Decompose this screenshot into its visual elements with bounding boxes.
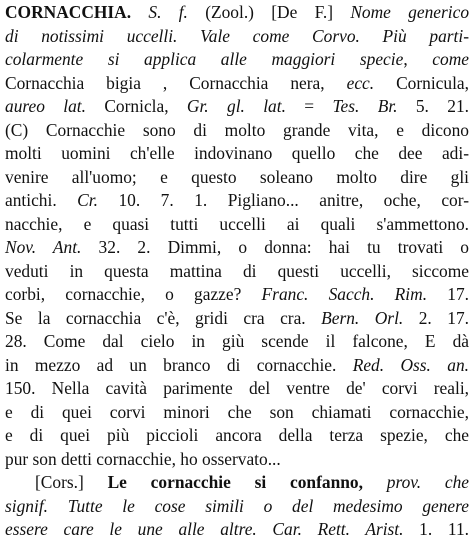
text-run: (C) Cornacchie sono di molto grande vita, e dicono <box>5 119 469 140</box>
italic-text: ecc. <box>346 72 375 93</box>
text-line <box>5 213 469 237</box>
text-run: Cornacchia bigia , Cornacchia nera, <box>5 72 347 93</box>
text-run: venire all'uomo; e questo soleano molto dire gli <box>5 166 469 187</box>
text-line <box>5 495 469 519</box>
text-line <box>5 119 469 143</box>
italic-text: Gr. gl. lat. <box>186 96 286 116</box>
italic-text: Red. Oss. an. <box>352 354 470 375</box>
text-run: 17. <box>427 284 469 304</box>
text-line <box>5 283 469 307</box>
text-run: nacchie, e quasi tutti uccelli ai quali s'ammettono. <box>5 213 469 234</box>
dictionary-entry-cornacchia <box>5 1 469 542</box>
text-run: 1. 11. <box>403 519 469 539</box>
text-run: [Cors.] <box>35 472 108 492</box>
text-line <box>5 354 469 378</box>
italic-text: Cr. <box>77 190 98 210</box>
text-run: , <box>403 49 433 69</box>
text-run: Se la cornacchia c'è, gridi cra cra. <box>5 307 322 328</box>
text-run: e di quei più piccioli ancora della terza spezie, che <box>5 425 469 445</box>
italic-text: aureo lat. <box>5 96 86 116</box>
text-run: corbi, cornacchie, o gazze? <box>5 284 262 304</box>
text-run: = <box>285 96 333 116</box>
text-line <box>5 307 469 331</box>
text-line <box>5 166 469 190</box>
text-run: 28. Come dal cielo in giù scende il falcone, E dà <box>5 331 469 351</box>
italic-text: Nov. Ant. <box>5 237 82 257</box>
italic-text: prov. che <box>386 472 469 492</box>
text-line <box>5 236 469 260</box>
text-line <box>5 72 469 96</box>
italic-text: Nome generico <box>350 2 470 22</box>
text-run: Cornicula, <box>374 72 469 93</box>
text-line <box>5 330 469 354</box>
italic-text: colarmente si applica alle maggiori specie <box>5 49 404 69</box>
text-run: veduti in questa mattina di questi uccelli, siccome <box>5 260 469 281</box>
italic-text: Tes. Br. <box>332 96 398 116</box>
text-line <box>5 48 469 72</box>
text-run: e di quei corvi minori che son chiamati cornacchie, <box>5 401 469 422</box>
text-run <box>363 472 387 492</box>
italic-text: Bern. Orl. <box>321 307 404 328</box>
italic-text: signif. Tutte le cose simili o del medesimo genere <box>5 495 469 516</box>
text-line <box>5 518 469 542</box>
italic-text: S. f. <box>148 2 188 22</box>
text-run: 10. 7. 1. Pigliano... anitre, oche, cor- <box>97 190 469 210</box>
text-run: 32. 2. Dimmi, o donna: hai tu trovati o <box>81 237 469 257</box>
text-line <box>5 424 469 448</box>
text-line <box>5 448 469 472</box>
bold-text: Le cornacchie si confanno, <box>107 472 363 492</box>
text-run: pur son detti cornacchie, ho osservato... <box>5 448 281 469</box>
text-run: 5. 21. <box>397 96 469 116</box>
text-run: antichi. <box>5 190 78 210</box>
italic-text: Franc. Sacch. Rim. <box>261 284 428 304</box>
text-line <box>5 377 469 401</box>
text-line <box>5 1 469 25</box>
italic-text: di notissimi uccelli. Vale come Corvo. Più parti- <box>5 25 469 46</box>
text-line <box>5 471 469 495</box>
text-line <box>5 142 469 166</box>
text-line <box>5 25 469 49</box>
text-run: 2. 17. <box>403 307 469 328</box>
bold-text: CORNACCHIA. <box>5 2 132 22</box>
text-run: 150. Nella cavità parimente del ventre de' corvi reali, <box>5 378 469 398</box>
text-line <box>5 260 469 284</box>
text-line <box>5 189 469 213</box>
text-run <box>131 2 148 22</box>
text-line <box>5 95 469 119</box>
italic-text: essere care le une alle altre. Car. Rett. Arist. <box>5 519 404 539</box>
italic-text: come <box>432 49 469 69</box>
text-run: in mezzo ad un branco di cornacchie. <box>5 354 353 375</box>
text-run: Cornicla, <box>85 96 187 116</box>
text-run: (Zool.) [De F.] <box>187 2 351 22</box>
text-line <box>5 401 469 425</box>
text-run: molti uomini ch'elle indovinano quello che dee adi- <box>5 143 469 163</box>
